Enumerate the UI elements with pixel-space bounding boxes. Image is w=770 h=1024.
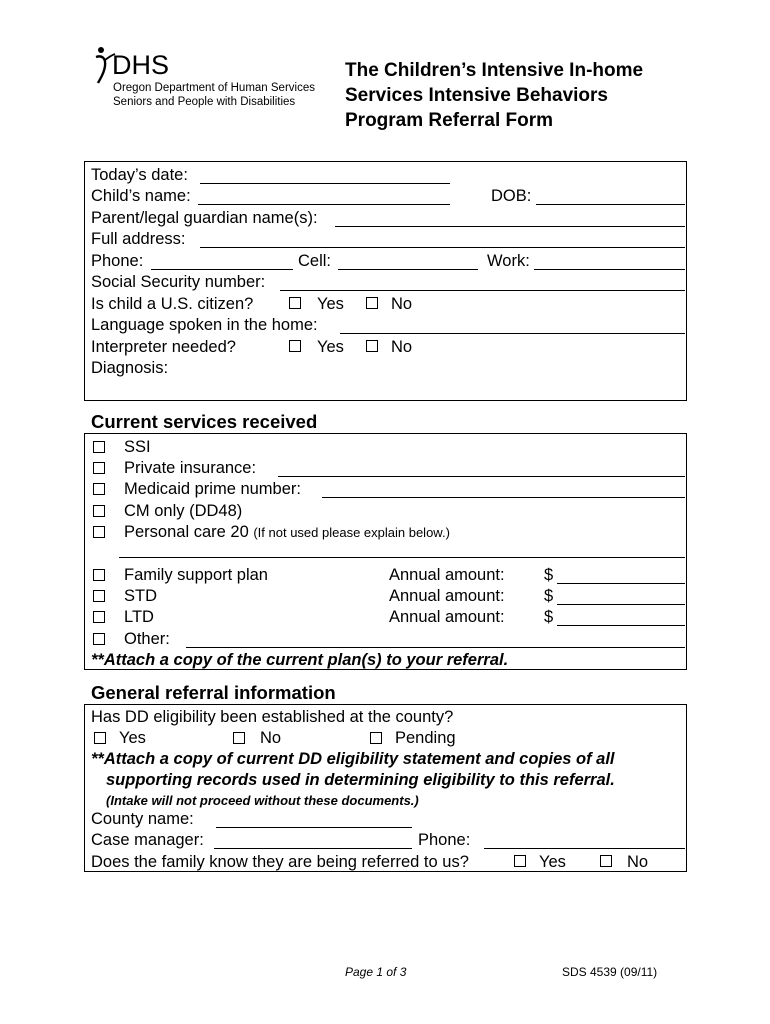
todays-date-label: Today’s date: (91, 166, 188, 184)
ssn-field[interactable] (280, 290, 685, 291)
parent-guardian-field[interactable] (335, 226, 685, 227)
intake-note: (Intake will not proceed without these documents.) (106, 793, 419, 808)
personal-care-text: Personal care 20 (124, 523, 249, 541)
childs-name-field[interactable] (198, 204, 450, 205)
county-name-label: County name: (91, 810, 194, 828)
other-field[interactable] (186, 647, 685, 648)
family-aware-yes-checkbox[interactable] (514, 855, 526, 867)
private-insurance-field[interactable] (278, 476, 685, 477)
work-field[interactable] (534, 269, 685, 270)
cm-only-checkbox[interactable] (93, 505, 105, 517)
parent-guardian-label: Parent/legal guardian name(s): (91, 209, 318, 227)
form-title-line-3: Program Referral Form (345, 110, 554, 131)
other-checkbox[interactable] (93, 633, 105, 645)
citizen-question: Is child a U.S. citizen? (91, 295, 254, 313)
attach-eligibility-note-line-1: **Attach a copy of current DD eligibility statement and copies of all (91, 750, 615, 768)
form-title (345, 58, 643, 133)
attach-plan-note: **Attach a copy of the current plan(s) to your referral. (91, 651, 509, 669)
address-field[interactable] (200, 247, 685, 248)
family-support-dollar-sign: $ (544, 566, 554, 584)
ssi-label: SSI (124, 438, 151, 456)
dob-field[interactable] (536, 204, 685, 205)
family-support-amount-field[interactable] (557, 583, 685, 584)
dd-no-label: No (260, 729, 282, 747)
todays-date-field[interactable] (200, 183, 450, 184)
private-insurance-checkbox[interactable] (93, 462, 105, 474)
std-checkbox[interactable] (93, 590, 105, 602)
diagnosis-label: Diagnosis: (91, 359, 169, 377)
interpreter-no-label: No (391, 338, 413, 356)
county-name-field[interactable] (216, 827, 412, 828)
address-label: Full address: (91, 230, 186, 248)
ltd-label: LTD (124, 608, 154, 626)
personal-care-checkbox[interactable] (93, 526, 105, 538)
language-label: Language spoken in the home: (91, 316, 318, 334)
org-division: Seniors and People with Disabilities (113, 96, 296, 108)
cell-field[interactable] (338, 269, 478, 270)
language-field[interactable] (340, 333, 685, 334)
interpreter-yes-label: Yes (317, 338, 344, 356)
work-label: Work: (487, 252, 530, 270)
interpreter-question: Interpreter needed? (91, 338, 236, 356)
std-label: STD (124, 587, 157, 605)
personal-care-label (124, 522, 450, 543)
interpreter-yes-checkbox[interactable] (289, 340, 301, 352)
org-name: Oregon Department of Human Services (113, 82, 315, 94)
ssn-label: Social Security number: (91, 273, 266, 291)
medicaid-checkbox[interactable] (93, 483, 105, 495)
personal-care-note: (If not used please explain below.) (253, 525, 450, 540)
citizen-yes-checkbox[interactable] (289, 297, 301, 309)
medicaid-label: Medicaid prime number: (124, 480, 301, 498)
family-aware-no-label: No (627, 853, 649, 871)
ssi-checkbox[interactable] (93, 441, 105, 453)
childs-name-label: Child’s name: (91, 187, 191, 205)
current-services-heading: Current services received (91, 411, 318, 432)
dd-no-checkbox[interactable] (233, 732, 245, 744)
std-dollar-sign: $ (544, 587, 554, 605)
citizen-no-checkbox[interactable] (366, 297, 378, 309)
attach-eligibility-note-line-2: supporting records used in determining eligibility to this referral. (106, 771, 615, 789)
cell-label: Cell: (298, 252, 332, 270)
family-support-amount-label: Annual amount: (389, 566, 505, 584)
form-title-line-2: Services Intensive Behaviors (345, 85, 608, 106)
family-aware-yes-label: Yes (539, 853, 566, 871)
ltd-dollar-sign: $ (544, 608, 554, 626)
cm-only-label: CM only (DD48) (124, 502, 243, 520)
private-insurance-label: Private insurance: (124, 459, 257, 477)
case-manager-label: Case manager: (91, 831, 204, 849)
dd-yes-checkbox[interactable] (94, 732, 106, 744)
citizen-no-label: No (391, 295, 413, 313)
logo-abbrev: DHS (112, 50, 170, 80)
std-amount-label: Annual amount: (389, 587, 505, 605)
phone-label: Phone: (91, 252, 144, 270)
dd-pending-label: Pending (395, 729, 456, 747)
medicaid-field[interactable] (322, 497, 685, 498)
form-id: SDS 4539 (09/11) (562, 965, 658, 979)
dd-eligibility-question: Has DD eligibility been established at the county? (91, 708, 454, 726)
family-support-checkbox[interactable] (93, 569, 105, 581)
case-manager-phone-field[interactable] (484, 848, 685, 849)
case-manager-phone-label: Phone: (418, 831, 471, 849)
page-number: Page 1 of 3 (345, 965, 407, 979)
std-amount-field[interactable] (557, 604, 685, 605)
ltd-amount-field[interactable] (557, 625, 685, 626)
ltd-checkbox[interactable] (93, 611, 105, 623)
ltd-amount-label: Annual amount: (389, 608, 505, 626)
case-manager-field[interactable] (214, 848, 412, 849)
family-aware-no-checkbox[interactable] (600, 855, 612, 867)
family-support-label: Family support plan (124, 566, 268, 584)
interpreter-no-checkbox[interactable] (366, 340, 378, 352)
dob-label: DOB: (491, 187, 532, 205)
other-label: Other: (124, 630, 170, 648)
personal-care-explain-field[interactable] (119, 557, 685, 558)
family-aware-question: Does the family know they are being referred to us? (91, 853, 469, 871)
general-referral-heading: General referral information (91, 682, 336, 703)
dd-yes-label: Yes (119, 729, 146, 747)
phone-field[interactable] (151, 269, 293, 270)
dd-pending-checkbox[interactable] (370, 732, 382, 744)
form-title-line-1: The Children’s Intensive In-home (345, 60, 644, 81)
citizen-yes-label: Yes (317, 295, 344, 313)
